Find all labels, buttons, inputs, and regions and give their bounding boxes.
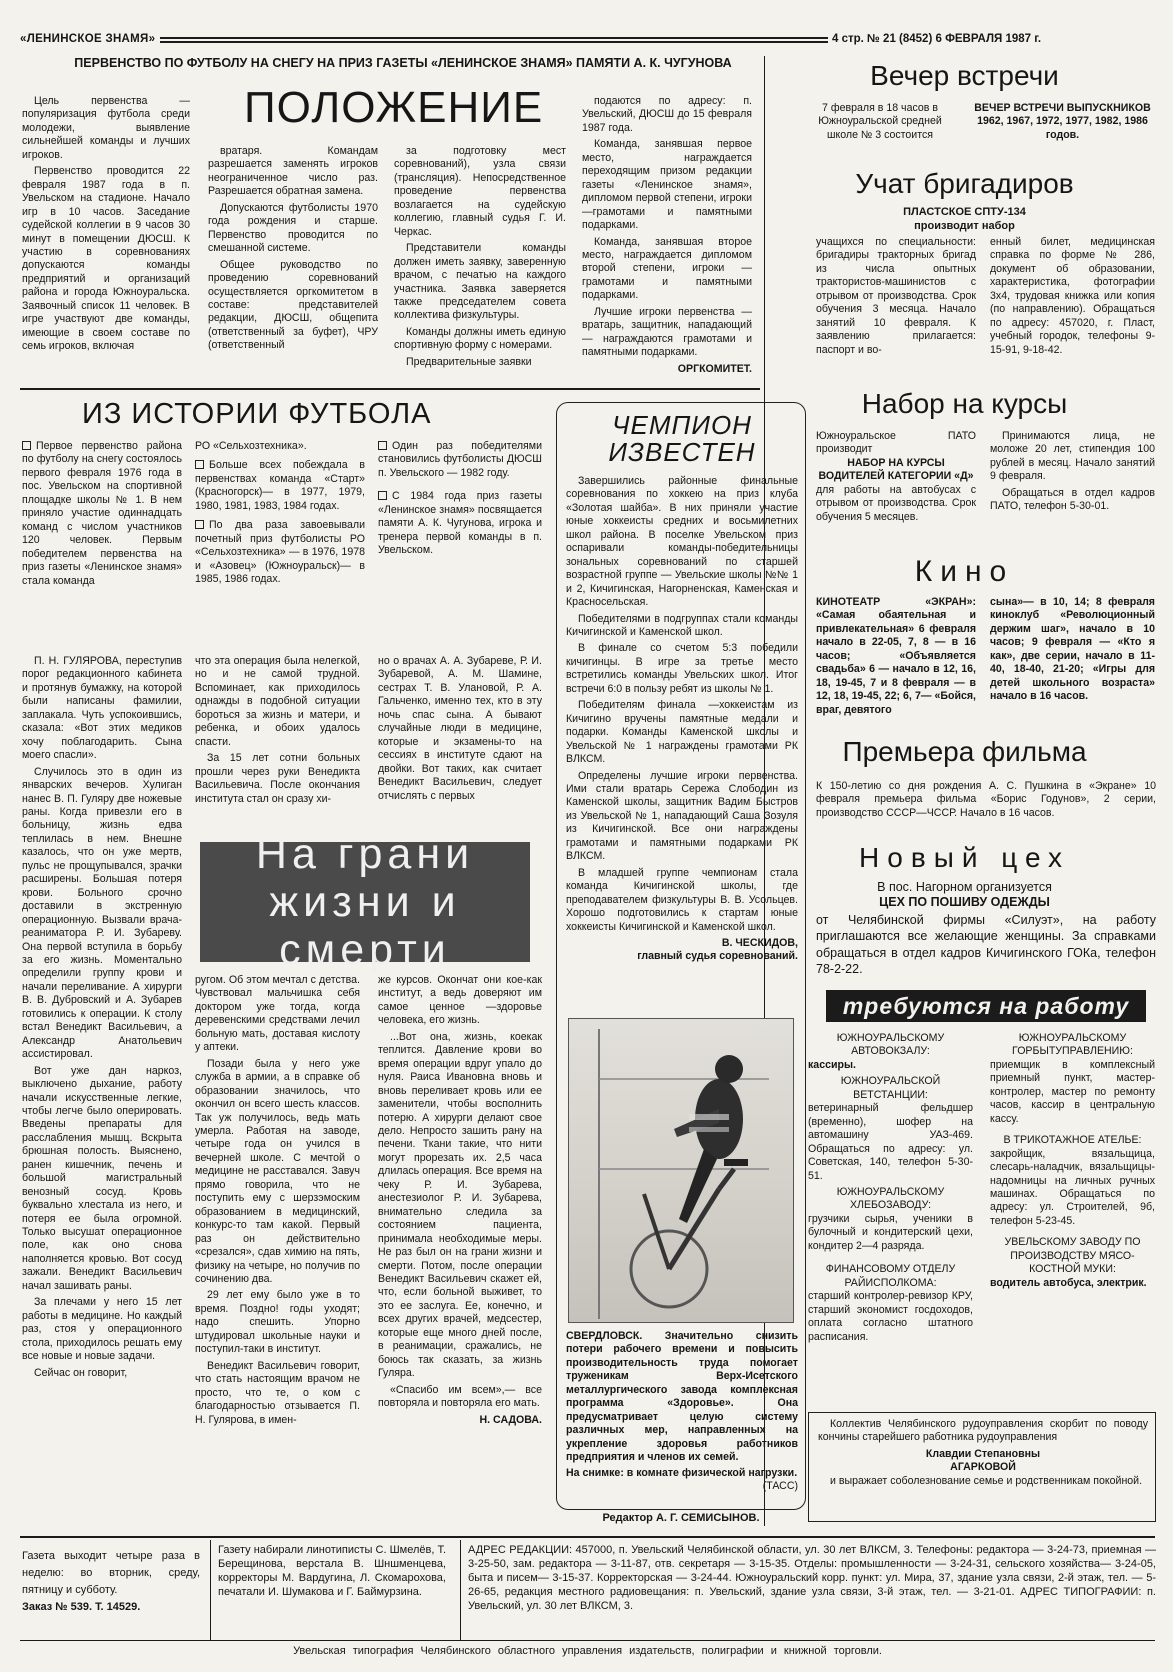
uchat-subtitle-1: ПЛАСТСКОЕ СПТУ-134 [903, 206, 1026, 218]
champion-signature-role: главный судья соревнований. [637, 950, 798, 963]
paragraph: П. Н. ГУЛЯРОВА, переступив порог редакционного кабинета и протянув бумажку, на которой были написаны фамилии, заплакала. Чуть успокоившись, сказала: «Вот этих медиков хочу поблагодарить. Сына моего спасли». [22, 655, 182, 762]
grani-left-col [22, 655, 182, 1383]
job-group [808, 1186, 973, 1253]
paragraph: Команды должны иметь единую спортивную форму с номерами. [394, 325, 566, 352]
champion-body [566, 475, 798, 964]
paragraph: вратаря. Командам разрешается заменять игроков неограниченное число раз. Разрешается обратная замена. [208, 145, 378, 198]
job-positions: приемщик в комплексный приемный пункт, мастер-контролер, мастер по ремонту часов, кассир в центральную кассу. [990, 1058, 1155, 1125]
grani-signature: Н. САДОВА. [479, 1413, 542, 1426]
kino-right: сына»— в 10, 14; 8 февраля киноклуб «Революционный держим шаг», начало в 10 часов; 9 февраля — «Кто я как», две серии, начало в 11-40, 18-40, 21-20; «Игры для детей школьного возраста» начало в 16 часов. [990, 596, 1155, 703]
bullet-square-icon [22, 441, 31, 450]
paragraph: Предварительные заявки [406, 355, 532, 368]
premiera-title: Премьера фильма [842, 736, 1087, 767]
paragraph: Команда, занявшая второе место, награждается дипломом второй степени, игроки — грамотами и памятными подарками. [582, 235, 752, 302]
paragraph: Принимаются лица, не моложе 20 лет, стипендия 100 рублей в месяц. Начало занятий 9 февраля. [990, 430, 1155, 483]
champion-title [560, 412, 804, 467]
kursy-left-intro: Южноуральское ПАТО производит [816, 430, 976, 456]
header-rule [160, 37, 828, 43]
history-col2 [195, 440, 365, 590]
jobs-banner: требуются на работу [826, 990, 1146, 1022]
history-col3 [378, 440, 542, 561]
grani-title-line1: На грани [255, 829, 475, 878]
paragraph: Общее руководство по проведению соревнований осуществляется оргкомитетом в составе: представителей редакции, ДЮСШ, общепита (ответственный за буфет), ЧРУ (ответственный [208, 258, 378, 352]
editor-line: Редактор А. Г. СЕМИСЫНОВ. [602, 1512, 760, 1524]
divider [20, 388, 760, 390]
publication-schedule: Газета выходит четыре раза в неделю: во вторник, среду, пятницу и субботу. [22, 1550, 200, 1597]
photo-caption-subtext: На снимке: в комнате физической нагрузки. [566, 1466, 798, 1479]
paragraph: но о врачах А. А. Зубареве, Р. И. Зубаревой, А. М. Шамине, сестрах Т. В. Улановой, Р. А. Гальченко, именно тех, кто в эту ночь спас сына. А бывают случайные люди в медицине, которые и экзамены-то на сессиях в институте сдают на двойки. Вот таких, как считает Венедикт Васильевич, следует отчислять с первых [378, 655, 542, 802]
paragraph: Лучшие игроки первенства — вратарь, защитник, нападающий — награждаются грамотами и памятными подарками. [582, 305, 752, 359]
vecher-right: ВЕЧЕР ВСТРЕЧИ ВЫПУСКНИКОВ 1962, 1967, 1972, 1977, 1982, 1986 годов. [974, 102, 1151, 141]
printer-line: Увельская типография Челябинского областного управления издательств, полиграфии и книжной торговли. [293, 1645, 882, 1657]
job-group [808, 1263, 973, 1344]
condolence-name: Клавдии Степановны [925, 1447, 1041, 1460]
paragraph: за подготовку мест соревнований), узла связи (трансляция). Непосредственное проведение первенства возлагается на судейскую коллегию, главный судья Г. И. Черкас. [394, 145, 566, 238]
grani-right-bottom [378, 974, 542, 1427]
paragraph: За плечами у него 15 лет работы в медицине. Но каждый раз, стоя у операционного стола, приходилось решать ему все новые и новые задачи. [22, 1296, 182, 1363]
paragraph: Допускаются футболисты 1970 года рождения и старше. Первенство проводится по смешанной системе. [208, 201, 378, 255]
paragraph: же курсов. Окончат они кое-как институт, а ведь доверяют им самое ценное —здоровье человека, его жизнь. [378, 974, 542, 1027]
photo-caption-text: СВЕРДЛОВСК. Значительно снизить потери рабочего времени и повысить производительность труда помогает труженикам Верх-Исетского металлургического завода комплексная программа «Здоровье». Она предусматривает целую систему различных мер, направленных на укрепление здоровья работников предприятия и членов их семей. [566, 1330, 798, 1464]
champion-title-line1: ЧЕМПИОН [612, 410, 752, 440]
divider [210, 1540, 211, 1640]
paragraph: Обращаться в отдел кадров ПАТО, телефон 5-30-01. [990, 486, 1155, 513]
footer-typesetters: Газету набирали линотиписты С. Шмелёв, Т. Берещинова, верстала В. Шншменцева, корректоры М. Вардугина, Л. Скомарохова, печатали И. Шумакова и Г. Баймурзина. [218, 1544, 447, 1598]
paragraph: ругом. Об этом мечтал с детства. Чувствовал мальчишка себя доктором уже тогда, когда деревенскими средствами лечил больную мать, доставая кислоту у аптеки. [195, 974, 360, 1054]
paragraph: Случилось это в один из январских вечеров. Хулиган нанес В. П. Гуляру две ножевые раны. Когда привезли его в больницу, жизнь едва теплилась в нем. Внешне казалось, что он уже мертв, пульс не прощупывался, зрачки расширены. Большая потеря крови. Больного срочно доставили в экстренную операционную. Вызвали врача-реаниматора Р. И. Зубареву. Она первой вступила в борьбу за его жизнь. Моментально определили группу крови и начали переливание. А хирурги В. В. Дубровский и А. Зубарев готовились к операции. К столу встал Венедикт Васильевич, а Александр Анатольевич ассистировал. [22, 765, 182, 1061]
paragraph: ...Вот она, жизнь, коекак теплится. Давление крови во время операции вдруг упало до нуля. Раиса Ивановна вновь и вновь переливает кровь или ее заменители, чтобы восполнить потерю. А хирурги делают свое дело. Непросто зашить рану на печени. Ткани такие, что нити могут прорезать их. 2,5 часа длилась операция. Все время на чеку Р. И. Зубарева, анестезиолог Р. И. Зубарева, внимательно следила за состоянием пациента, принимала необходимые меры. Не раз был он на грани жизни и смерти. Потом, после операции Венедикт Васильевич скажет ей, что, если больной выживет, то это ее заслуга. Ее, конечно, и всех других врачей, медсестер, которые еще много дней после, в реанимации, сражались, не боюсь так сказать, за жизнь Гуляра. [378, 1030, 542, 1380]
divider [460, 1540, 461, 1640]
condolence-text [818, 1418, 1148, 1491]
vecher-title: Вечер встречи [870, 60, 1059, 91]
grani-mid-top [195, 655, 360, 809]
paragraph: Завершились районные финальные соревнования по хоккею на приз клуба «Золотая шайба». В них приняли участие юные хоккеисты средних и восьмилетних школ района. В поселке Увельском приз оспаривали команды-победительницы зональных соревнований по старшей возрастной группе — Увельские школы №№ 1 и 2, Кичигинская, Нагорненская, Каменская и Красносельская. [566, 475, 798, 609]
bullet-square-icon [195, 460, 204, 469]
uchat-right: енный билет, медицинская справка по форме № 286, документ об образовании, характеристика, фотографии 3х4, трудовая книжка или копия (по направлению). Обращаться по адресу: 457020, г. Пласт, учебный городок, телефоны 9-15-91, 9-18-42. [990, 236, 1155, 356]
grani-right-top [378, 655, 542, 806]
photo-caption [566, 1330, 798, 1493]
footer-rule [20, 1640, 1155, 1641]
paragraph: По два раза завоевывали почетный приз футболисты РО «Сельхозтехника» — в 1976, 1978 и «Азовец» (Южноуральск)— в 1985, 1986 годах. [195, 519, 365, 586]
job-positions: закройщик, вязальщица, слесарь-наладчик, вязальщицы-надомницы на личных ручных машинах. Обращаться по адресу: ул. Строителей, 9б, телефон 5-23-45. [990, 1147, 1155, 1227]
paragraph: РО «Сельхозтехника». [195, 440, 307, 452]
job-employer: ЮЖНОУРАЛЬСКОМУ ГОРБЫТУПРАВЛЕНИЮ: [1012, 1032, 1133, 1058]
issue-info: 4 стр. № 21 (8452) 6 ФЕВРАЛЯ 1987 г. [832, 33, 1042, 45]
job-group [990, 1236, 1155, 1290]
bullet-square-icon [378, 441, 387, 450]
premiera-body: К 150-летию со дня рождения А. С. Пушкина в «Экране» 10 февраля премьера фильма «Борис Годунов», 2 серии, производство СССР—ЧССР. Начало в 16 часов. [816, 780, 1156, 819]
footer-rule [20, 1536, 1155, 1538]
paragraph: В младшей группе чемпионам стала команда Кичигинской школы, где преподавателем физкультуры В. В. Усольцев. Хорошо подготовились к стартам юные хоккеисты Кичигинской и Каменской школ. [566, 866, 798, 933]
uchat-subtitle-2: производит набор [914, 220, 1015, 232]
bullet-square-icon [378, 491, 387, 500]
footer-schedule [22, 1548, 200, 1616]
champion-title-line2: ИЗВЕСТЕН [608, 437, 756, 468]
jobs-left [808, 1032, 973, 1344]
job-group [990, 1032, 1155, 1126]
snow-football-col4 [582, 95, 752, 376]
paragraph: Вот уже дан наркоз, выключено дыхание, работу начали искусственные легкие, чтобы легче было оперировать. Введены препараты для расслабления мышц. Вскрыта брюшная полость. Выяснено, ранен кишечник, печень и большой магистральный венозный сосуд. Кровь буквально хлестала из него, и потеря ее была огромной. Только высушат операционное поле, как оно снова наполняется кровью. Вот сосуд зажали. Венедикт Васильевич начал зашивать раны. [22, 1064, 182, 1292]
job-employer: ЮЖНОУРАЛЬСКОЙ ВЕТСТАНЦИИ: [840, 1075, 941, 1101]
paragraph: Победителям финала —хоккеистам из Кичигино вручены памятные медали и подарки. Команды Каменской школы и Увельской № 1 награждены грамотами РК ВЛКСМ. [566, 699, 798, 766]
grani-title-line2: жизни и смерти [269, 877, 461, 975]
paragraph: Определены лучшие игроки первенства. Ими стали вратарь Сережа Слободин из Каменской школы, защитник Вадим Быстров из Увельской № 1, нападающий Саша Зозуля из Кичигинской. Все они награждены грамотами и памятными подарками РК ВЛКСМ. [566, 769, 798, 863]
paragraph: Представители команды должен иметь заявку, заверенную врачом, с печатью на каждого участника. Заявка заверяется также председателем совета коллектива физкультуры. [394, 242, 566, 322]
paragraph: что эта операция была нелегкой, но и не самой трудной. Вспоминает, как приходилось однажды в подобной ситуации бороться за жизнь и матери, и ребенка, и обоих удалось спасти. [195, 655, 360, 748]
paragraph: подаются по адресу: п. Увельский, ДЮСШ до 15 февраля 1987 года. [582, 95, 752, 134]
kursy-left [816, 430, 976, 524]
jobs-right [990, 1032, 1155, 1290]
paragraph: Победителями в подгруппах стали команды Кичигинской и Каменской школ. [566, 612, 798, 638]
paragraph: Цель первенства — популяризация футбола среди молодежи, выявление сильнейшей команды и лучших игроков. [22, 95, 190, 161]
snow-football-col2 [208, 145, 378, 356]
history-title: ИЗ ИСТОРИИ ФУТБОЛА [82, 398, 432, 430]
paragraph: Первое первенство района по футболу на снегу состоялось первого февраля 1976 года в пос. Увельском на спортивной площадке школы № 1. В нем приняло участие одиннадцать команд с числом участников 120 человек. Первым победителем первенства на приз газеты «Ленинское знамя» стала команда [22, 440, 182, 587]
paragraph: За 15 лет сотни больных прошли через руки Венедикта Васильевича. После окончания института стал он сразу хи- [195, 752, 360, 805]
photo-credit: (ТАСС) [762, 1479, 798, 1492]
exercise-bike-illustration [569, 1019, 793, 1322]
vecher-left: 7 февраля в 18 часов в Южноуральской средней школе № 3 состоится [818, 102, 942, 141]
paragraph: С 1984 года приз газеты «Ленинское знамя» посвящается памяти А. К. Чугунова, игрока и тренера первой команды в п. Увельском. [378, 490, 542, 557]
kino-title: Кино [914, 555, 1015, 588]
novyi-tseh-body: от Челябинской фирмы «Силуэт», на работу приглашаются все желающие женщины. За справками обращаться в отдел кадров Кичигинского ГОКа, телефон 78-2-22. [816, 913, 1156, 976]
paragraph: Первенство проводится 22 февраля 1987 года в п. Увельском на стадионе. Начало игр в 10 часов. Заседание судейской коллегии в 9 часов 30 минут в помещении ДЮСШ. К участию в соревнованиях допускаются команды предприятий и организаций района и города Южноуральска. Заявочный список 11 человек. В игре участвуют две команды, имеющие в своем составе по семь игроков, включая [22, 165, 190, 353]
job-positions: грузчики сырья, ученики в булочный и кондитерский цехи, кондитер 2—4 разряда. [808, 1212, 973, 1252]
snow-football-col3 [394, 145, 566, 372]
uchat-title: Учат бригадиров [855, 168, 1074, 199]
grani-title-block [200, 829, 530, 975]
job-employer: ЮЖНОУРАЛЬСКОМУ ХЛЕБОЗАВОДУ: [836, 1185, 945, 1212]
snow-football-title: ПОЛОЖЕНИЕ [244, 83, 544, 132]
paper-name: «ЛЕНИНСКОЕ ЗНАМЯ» [20, 33, 156, 45]
champion-signature-name: В. ЧЕСКИДОВ, [721, 936, 798, 949]
order-number: Заказ № 539. Т. 14529. [22, 1601, 141, 1614]
paragraph: В финале со счетом 5:3 победили кичигинцы. В игре за третье место встретились команды Увельских школ. Итог встречи 6:0 в пользу ребят из школы № 1. [566, 642, 798, 695]
job-employer: ФИНАНСОВОМУ ОТДЕЛУ РАЙИСПОЛКОМА: [825, 1263, 956, 1289]
kino-left: КИНОТЕАТР «ЭКРАН»: «Самая обаятельная и привлекательная» 6 февраля начало в 22-05, 7, 8 — в 16 часов; «Объявляется свадьба» 6 — начало в 12, 16, 18, 19-45, 7 и 8 февраля — в 12, 18, 19-45, 22; 6, 7— «Бойся, враг, девятого [816, 596, 976, 716]
paragraph: «Спасибо им всем»,— все повторяла и повторяла его мать. [378, 1383, 542, 1410]
paragraph: Сейчас он говорит, [34, 1366, 128, 1379]
snow-football-kicker: ПЕРВЕНСТВО ПО ФУТБОЛУ НА СНЕГУ НА ПРИЗ ГАЗЕТЫ «ЛЕНИНСКОЕ ЗНАМЯ» ПАМЯТИ А. К. ЧУГУНОВА [74, 56, 732, 70]
bullet-square-icon [195, 520, 204, 529]
paragraph: Один раз победителями становились футболисты ДЮСШ п. Увельского — 1982 году. [378, 440, 542, 479]
paragraph: Команда, занявшая первое место, награждается переходящим призом редакции газеты «Ленинское знамя», дипломом первой степени, игроки —грамотами и памятными подарками. [582, 138, 752, 232]
job-positions: ветеринарный фельдшер (временно), шофер на автомашину УАЗ-469. Обращаться по адресу: ул. Советская, 140, телефон 5-30-51. [808, 1102, 973, 1182]
footer-address: АДРЕС РЕДАКЦИИ: 457000, п. Увельский Челябинской области, ул. 30 лет ВЛКСМ, 3. Телефоны: редактора — 3-24-73, приемная — 3-25-50, зам. редактора — 3-11-87, отв. секретаря — 3-15-35. Отделы: промышленности — 3-24-31, сельского хозяйства— 3-24-05, быта и писем— 3-15-37. Корректорская — 3-24-44. Южноуральский корр. пункт: ул. Мира, 37, здание узла связи, 2-й этаж, тел. — 5-26-65, редакция местного радиовещания: п. Увельский, здание узла связи, 3-й этаж, тел. — 3-21-01. АДРЕС ТИПОГРАФИИ: п. Увельский, ул. 30 лет ВЛКСМ, 3. [468, 1544, 1156, 1612]
paragraph: Коллектив Челябинского рудоуправления скорбит по поводу кончины старейшего работника рудоуправления [818, 1418, 1148, 1444]
condolence-surname: АГАРКОВОЙ [950, 1461, 1016, 1474]
job-positions: кассиры. [808, 1058, 856, 1071]
novyi-tseh-line2: ЦЕХ ПО ПОШИВУ ОДЕЖДЫ [879, 895, 1050, 909]
paragraph: Позади была у него уже служба в армии, а в справке об образовании значилось, что окончил он всего шесть классов. Так уж получилось, ведь мать умерла. Работая на заводе, четыре года он учился в вечерней школе. С мечтой о медицине не расставался. Завуч прямо говорила, что не поступить ему с шерзэмоским образованием в медицинский, конкурс-то там какой. Первый раз он действительно «срезался», сдав химию на пять, физику на четыре, но получив по сочинению два. [195, 1057, 360, 1285]
job-employer: УВЕЛЬСКОМУ ЗАВОДУ ПО ПРОИЗВОДСТВУ МЯСО-КОСТНОЙ МУКИ: [1004, 1236, 1141, 1276]
job-employer: В ТРИКОТАЖНОЕ АТЕЛЬЕ: [1003, 1134, 1142, 1147]
history-col1 [22, 440, 182, 591]
kursy-title: Набор на курсы [861, 388, 1068, 419]
novyi-tseh-title: Новый цех [859, 842, 1070, 873]
grani-mid-bottom [195, 974, 360, 1430]
paragraph: и выражает соболезнование семье и родственникам покойной. [830, 1474, 1143, 1487]
job-positions: водитель автобуса, электрик. [990, 1276, 1147, 1289]
paragraph: Больше всех побеждала в первенствах команда «Старт» (Красногорск)— в 1977, 1979, 1980, 1981, 1983, 1984 годах. [195, 459, 365, 512]
exercise-bike-photo [568, 1018, 794, 1323]
job-positions: старший контролер-ревизор КРУ, старший экономист госдоходов, оплата согласно штатного расписания. [808, 1290, 973, 1343]
job-group [808, 1032, 973, 1072]
paragraph: 29 лет ему было уже в то время. Поздно! годы уходят; надо спешить. Упорно штудировал школьные науки и поступил-таки в институт. [195, 1289, 360, 1356]
novyi-tseh-line1: В пос. Нагорном организуется [877, 880, 1052, 894]
job-employer: ЮЖНОУРАЛЬСКОМУ АВТОВОКЗАЛУ: [836, 1032, 945, 1058]
uchat-left: учащихся по специальности: бригадиры тракторных бригад из числа опытных трактористов-машинистов с отрывом от производства. Срок обучения 3 месяца. Начало занятий 10 февраля. К заявлению прилагается: паспорт и во- [816, 236, 976, 356]
kursy-right [990, 430, 1155, 517]
job-group [808, 1075, 973, 1183]
job-group [990, 1134, 1155, 1228]
kursy-left-heading: НАБОР НА КУРСЫ ВОДИТЕЛЕЙ КАТЕГОРИИ «Д» [818, 456, 974, 483]
paragraph: Венедикт Васильевич говорит, что стать настоящим врачом не просто, что те, о ком с благодарностью отзывается П. Н. Гулярова, в имен- [195, 1359, 360, 1426]
snow-football-col1 [22, 95, 190, 357]
kursy-left-body: для работы на автобусах с отрывом от производства. Срок обучения 5 месяцев. [816, 483, 976, 523]
snow-football-signature: ОРГКОМИТЕТ. [677, 362, 752, 375]
